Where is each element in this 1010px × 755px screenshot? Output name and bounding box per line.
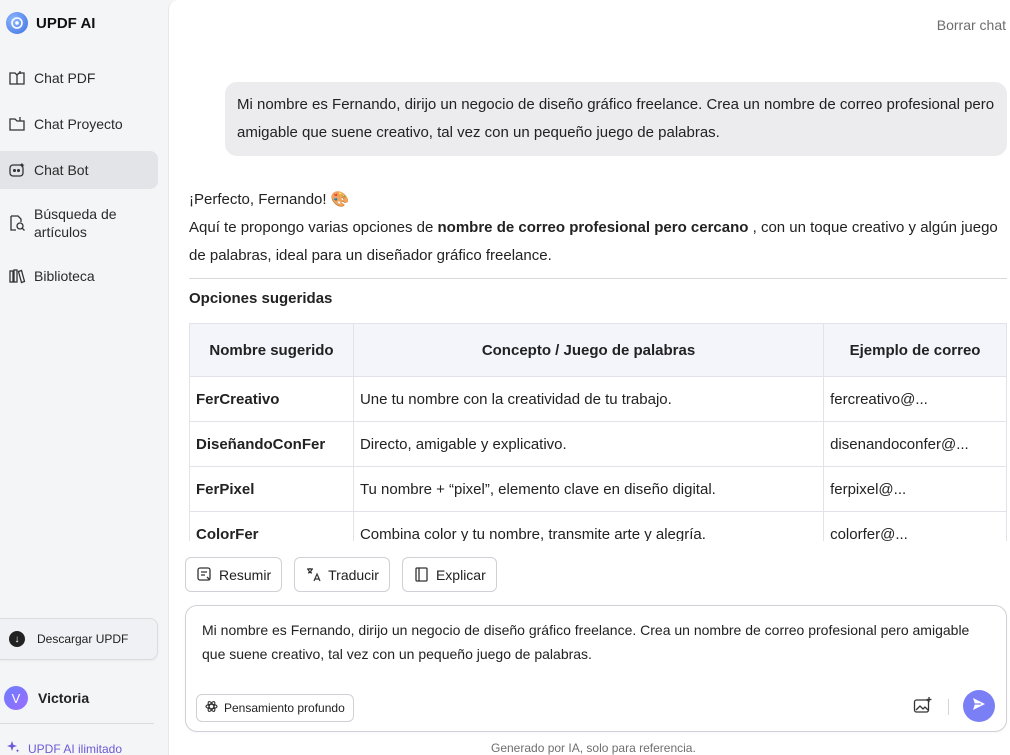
section-title: Opciones sugeridas bbox=[189, 290, 333, 307]
intro-text: Aquí te propongo varias opciones de bbox=[189, 219, 438, 236]
clear-chat-button[interactable]: Borrar chat bbox=[936, 17, 1006, 33]
atom-icon bbox=[205, 700, 218, 716]
user-message-bubble: Mi nombre es Fernando, dirijo un negocio de diseño gráfico freelance. Crea un nombre de correo profesional pero amigable que suene creativo, tal vez con un pequeño juego de palabras. bbox=[225, 82, 1007, 156]
sidebar-item-busqueda[interactable] bbox=[0, 197, 158, 249]
divider bbox=[189, 278, 1007, 279]
intro-bold: nombre de correo profesional pero cercano bbox=[437, 219, 749, 236]
sidebar-item-chat-pdf[interactable] bbox=[0, 59, 158, 97]
sidebar-item-label: Chat PDF bbox=[34, 70, 96, 86]
sidebar-item-chat-bot[interactable] bbox=[0, 151, 158, 189]
column-header: Nombre sugerido bbox=[190, 324, 354, 377]
table-cell: Combina color y tu nombre, transmite arte y alegría. bbox=[353, 512, 823, 542]
quick-actions bbox=[185, 557, 497, 592]
answer-intro bbox=[189, 214, 1007, 270]
sidebar-divider bbox=[0, 723, 154, 724]
upgrade-label: UPDF AI ilimitado bbox=[28, 741, 123, 755]
book-open-icon bbox=[413, 566, 430, 583]
table-row bbox=[190, 512, 1007, 542]
sidebar-item-label: Chat Bot bbox=[34, 162, 89, 178]
send-icon bbox=[972, 697, 986, 716]
answer-greeting: ¡Perfecto, Fernando! 🎨 bbox=[189, 191, 350, 208]
download-icon: ↓ bbox=[9, 631, 25, 647]
table-cell: Tu nombre + “pixel”, elemento clave en diseño digital. bbox=[353, 467, 823, 512]
summarize-label: Resumir bbox=[219, 566, 272, 583]
sidebar-nav bbox=[0, 51, 168, 303]
download-updf-button[interactable] bbox=[0, 618, 158, 660]
summarize-button[interactable] bbox=[185, 557, 282, 592]
search-doc-icon bbox=[8, 214, 26, 232]
folder-icon bbox=[8, 115, 26, 133]
table-cell: Une tu nombre con la creatividad de tu trabajo. bbox=[353, 377, 823, 422]
sidebar bbox=[0, 0, 168, 755]
upgrade-link[interactable] bbox=[6, 740, 122, 755]
brand-title: UPDF AI bbox=[36, 14, 96, 32]
table-cell: fercreativo@... bbox=[824, 377, 1007, 422]
image-add-icon bbox=[913, 696, 933, 719]
sidebar-item-label: Chat Proyecto bbox=[34, 116, 123, 132]
sidebar-item-chat-proyecto[interactable] bbox=[0, 105, 158, 143]
intro-text-end: , con un toque creativo y algún juego de palabras, ideal para un diseñador gráfico freelance. bbox=[189, 219, 998, 264]
sidebar-item-biblioteca[interactable] bbox=[0, 257, 158, 295]
table-header-row bbox=[190, 324, 1007, 377]
assistant-answer bbox=[189, 186, 1007, 270]
table-cell: FerCreativo bbox=[190, 377, 354, 422]
bot-icon bbox=[8, 161, 26, 179]
table-cell: disenandoconfer@... bbox=[824, 422, 1007, 467]
brand[interactable] bbox=[6, 12, 95, 34]
sparkle-icon bbox=[6, 740, 20, 755]
user-profile[interactable] bbox=[4, 686, 89, 710]
summary-icon bbox=[196, 566, 213, 583]
book-icon bbox=[8, 69, 26, 87]
deep-thinking-label: Pensamiento profundo bbox=[224, 701, 345, 715]
user-name: Victoria bbox=[38, 690, 90, 706]
explain-label: Explicar bbox=[435, 566, 486, 583]
table-row bbox=[190, 467, 1007, 512]
sidebar-item-label: Búsqueda de artículos bbox=[34, 206, 117, 240]
avatar: V bbox=[4, 686, 28, 710]
attach-image-button[interactable] bbox=[912, 697, 934, 717]
library-icon bbox=[8, 267, 26, 285]
table-row bbox=[190, 377, 1007, 422]
table-cell: colorfer@... bbox=[824, 512, 1007, 542]
column-header: Concepto / Juego de palabras bbox=[353, 324, 823, 377]
translate-label: Traducir bbox=[328, 566, 379, 583]
table-row bbox=[190, 422, 1007, 467]
sidebar-item-label: Biblioteca bbox=[34, 268, 95, 284]
send-button[interactable] bbox=[963, 690, 995, 722]
table-cell: ferpixel@... bbox=[824, 467, 1007, 512]
explain-button[interactable] bbox=[402, 557, 497, 592]
disclaimer: Generado por IA, solo para referencia. bbox=[491, 741, 696, 755]
table-cell: DiseñandoConFer bbox=[190, 422, 354, 467]
download-label: Descargar UPDF bbox=[37, 632, 129, 646]
deep-thinking-toggle[interactable] bbox=[196, 694, 354, 722]
message-input[interactable]: Mi nombre es Fernando, dirijo un negocio de diseño gráfico freelance. Crea un nombre de correo profesional pero amigable que suene creativo, tal vez con un pequeño juego de palabras. bbox=[202, 622, 970, 662]
composer-separator bbox=[948, 699, 949, 715]
updf-logo-icon bbox=[6, 12, 28, 34]
translate-button[interactable] bbox=[294, 557, 390, 592]
message-composer bbox=[185, 605, 1007, 732]
table-cell: FerPixel bbox=[190, 467, 354, 512]
suggestions-table bbox=[189, 323, 1007, 541]
translate-icon bbox=[305, 566, 322, 583]
column-header: Ejemplo de correo bbox=[824, 324, 1007, 377]
table-cell: ColorFer bbox=[190, 512, 354, 542]
table-cell: Directo, amigable y explicativo. bbox=[353, 422, 823, 467]
chat-panel bbox=[168, 0, 1010, 755]
